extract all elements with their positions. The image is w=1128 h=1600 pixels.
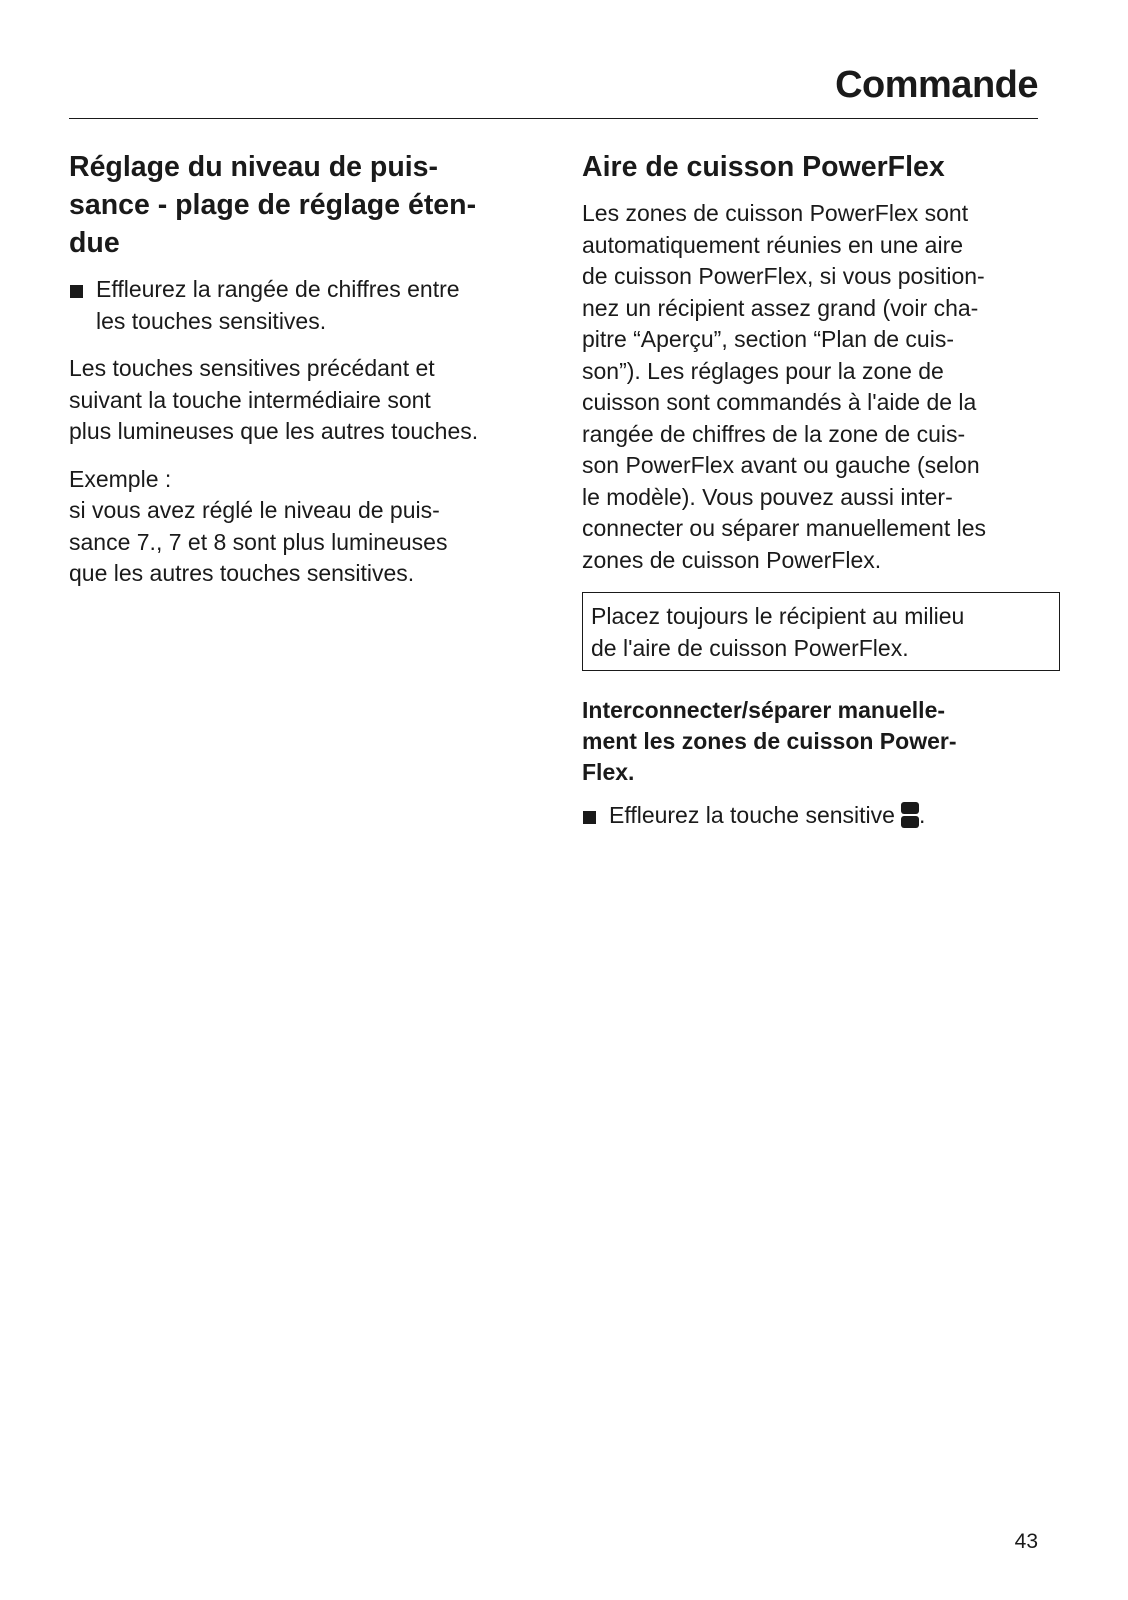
- left-column: [69, 148, 549, 606]
- header-divider: [69, 118, 1038, 119]
- left-paragraph: Les touches sensitives précédant et suivant la touche intermédiaire sont plus lumineuses que les autres touches.: [69, 355, 479, 444]
- left-bullet-item: Effleurez la rangée de chiffres entre les touches sensitives.: [69, 274, 549, 337]
- example-paragraph: Exemple : si vous avez réglé le niveau de puis- sance 7., 7 et 8 sont plus lumineuses que les autres touches sensitives.: [69, 465, 448, 586]
- section-title: Commande: [835, 64, 1038, 106]
- page-number: 43: [1014, 1530, 1038, 1553]
- left-heading: Réglage du niveau de puis- sance - plage de réglage éten- due: [69, 151, 477, 259]
- right-subheading: Interconnecter/séparer manuelle- ment les zones de cuisson Power- Flex.: [582, 697, 957, 785]
- right-paragraph: Les zones de cuisson PowerFlex sont automatiquement réunies en une aire de cuisson PowerFlex, si vous position- nez un récipient assez grand (voir cha- pitre “Aperçu”, section “Plan de cuis- son”). Les réglages pour la zone de cuisson sont commandés à l'aide de la rangée de chiffres de la zone de cuis- son PowerFlex avant ou gauche (selon le modèle). Vous pouvez aussi inter- connecter ou séparer manuellement les zones de cuisson PowerFlex.: [582, 200, 987, 573]
- note-box: Placez toujours le récipient au milieu de l'aire de cuisson PowerFlex.: [582, 592, 1060, 671]
- right-bullet-item: Effleurez la touche sensitive .: [582, 800, 1060, 832]
- right-heading: Aire de cuisson PowerFlex: [582, 151, 945, 183]
- bullet-square-icon: [70, 285, 83, 298]
- powerflex-key-icon: [901, 802, 919, 828]
- example-label: Exemple :: [69, 465, 172, 492]
- right-column: [582, 148, 1060, 848]
- bullet-square-icon: [583, 811, 596, 824]
